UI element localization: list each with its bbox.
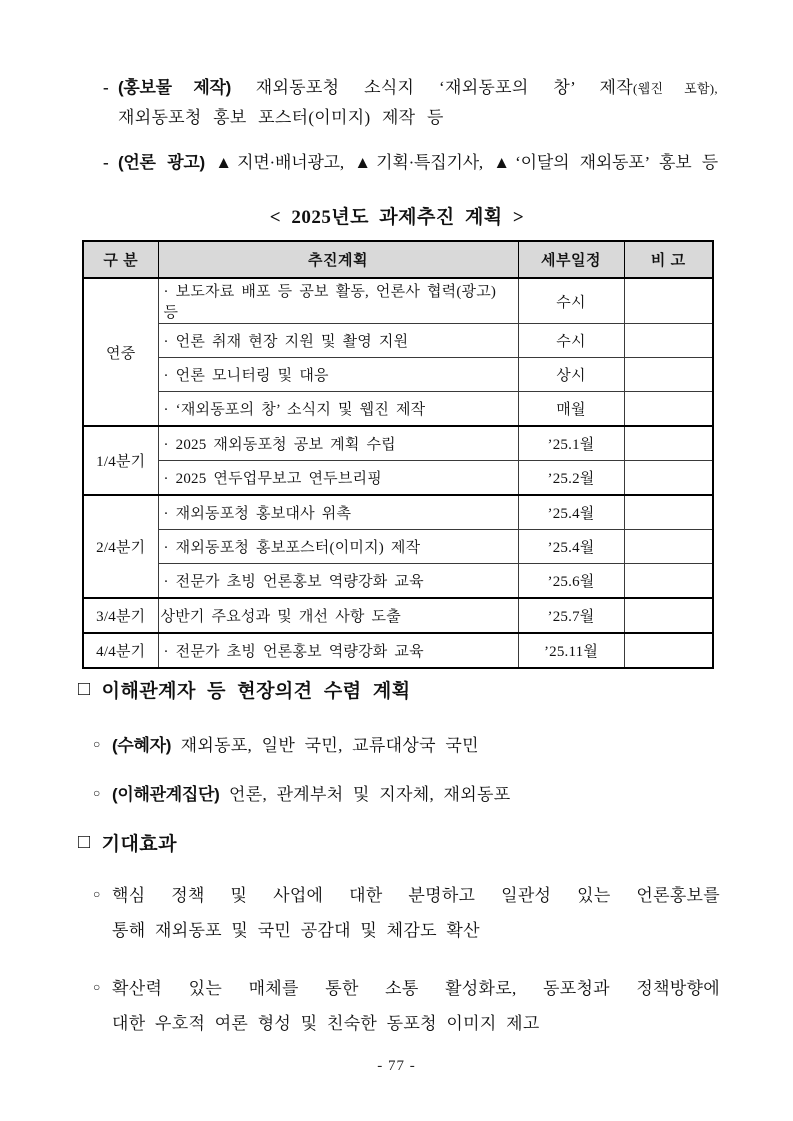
note-cell (624, 278, 713, 324)
note-cell (624, 392, 713, 427)
intro-bullet-ads-text: ▲지면·배너광고, ▲기획·특집기사, ▲‘이달의 재외동포’ 홍보 등 (215, 153, 718, 172)
plan-cell: · 전문가 초빙 언론홍보 역량강화 교육 (158, 633, 518, 668)
schedule-cell: ’25.4월 (518, 495, 624, 530)
schedule-cell: 수시 (518, 324, 624, 358)
note-cell (624, 598, 713, 633)
effect-line: 대한 우호적 여론 형성 및 친숙한 동포청 이미지 제고 (112, 1014, 540, 1033)
note-cell (624, 564, 713, 599)
effect-line: 확산력 있는 매체를 통한 소통 활성화로, 동포청과 정책방향에 (112, 979, 720, 998)
intro-bullet-promo-label: (홍보물 제작) (118, 78, 231, 97)
section-heading-text: 이해관계자 등 현장의견 수렴 계획 (101, 681, 411, 702)
bullet-effect-consistent-pr (112, 878, 720, 948)
col-header-category: 구 분 (83, 241, 158, 278)
schedule-cell: 매월 (518, 392, 624, 427)
effect-line: 핵심 정책 및 사업에 대한 분명하고 일관성 있는 언론홍보를 (112, 886, 720, 905)
schedule-cell: 상시 (518, 358, 624, 392)
schedule-cell: ’25.4월 (518, 530, 624, 564)
schedule-cell: ’25.7월 (518, 598, 624, 633)
table-title: < 2025년도 과제추진 계획 > (269, 207, 525, 228)
plan-cell: · 2025 연두업무보고 연두브리핑 (158, 461, 518, 496)
square-marker-icon: □ (78, 831, 91, 853)
note-cell (624, 633, 713, 668)
page-number: - 77 - (377, 1058, 416, 1074)
schedule-cell: ’25.6월 (518, 564, 624, 599)
circle-marker-icon: ○ (93, 786, 101, 800)
note-cell (624, 426, 713, 461)
group-label-q3: 3/4분기 (83, 598, 158, 633)
schedule-cell: 수시 (518, 278, 624, 324)
bullet-stakeholder-group-text: 언론, 관계부처 및 지자체, 재외동포 (229, 785, 511, 804)
note-cell (624, 530, 713, 564)
plan-cell: · 2025 재외동포청 공보 계획 수립 (158, 426, 518, 461)
section-heading-expected-effects (78, 829, 177, 856)
plan-cell: · 보도자료 배포 등 공보 활동, 언론사 협력(광고) 등 (158, 278, 518, 324)
plan-cell: · 언론 취재 현장 지원 및 촬영 지원 (158, 324, 518, 358)
table-row (83, 564, 713, 599)
circle-marker-icon: ○ (93, 980, 101, 994)
intro-bullet-promo-text: 재외동포청 소식지 ‘재외동포의 창’ 제작 (255, 78, 633, 97)
square-marker-icon: □ (78, 678, 91, 700)
table-row (83, 324, 713, 358)
section-heading-text: 기대효과 (101, 834, 178, 855)
table-row (83, 392, 713, 427)
circle-marker-icon: ○ (93, 737, 101, 751)
table-row (83, 495, 713, 530)
bullet-stakeholder-group (112, 780, 718, 805)
intro-bullet-promo-small: (웹진 포함), (632, 81, 718, 96)
plan-table (82, 240, 714, 669)
plan-cell: 상반기 주요성과 및 개선 사항 도출 (158, 598, 518, 633)
table-header-row (83, 241, 713, 278)
intro-bullet-ads-label: (언론 광고) (118, 153, 205, 172)
intro-bullet-ads-line (118, 150, 718, 176)
section-heading-stakeholders (78, 676, 411, 703)
plan-cell: · 재외동포청 홍보포스터(이미지) 제작 (158, 530, 518, 564)
group-label-q2: 2/4분기 (83, 495, 158, 598)
schedule-cell: ’25.2월 (518, 461, 624, 496)
note-cell (624, 358, 713, 392)
plan-cell: · 언론 모니터링 및 대응 (158, 358, 518, 392)
table-row (83, 278, 713, 324)
note-cell (624, 495, 713, 530)
intro-bullet-promo-line1 (118, 75, 718, 102)
effect-line: 통해 재외동포 및 국민 공감대 및 체감도 확산 (112, 921, 480, 940)
bullet-dash: - (103, 153, 109, 172)
table-row (83, 598, 713, 633)
note-cell (624, 324, 713, 358)
col-header-note: 비 고 (624, 241, 713, 278)
group-label-q1: 1/4분기 (83, 426, 158, 495)
note-cell (624, 461, 713, 496)
bullet-beneficiary-label: (수혜자) (112, 736, 172, 755)
schedule-cell: ’25.11월 (518, 633, 624, 668)
group-label-yearround: 연중 (83, 278, 158, 426)
intro-bullet-promo-line2: 재외동포청 홍보 포스터(이미지) 제작 등 (118, 108, 444, 127)
circle-marker-icon: ○ (93, 887, 101, 901)
bullet-effect-communication (112, 971, 720, 1041)
table-row (83, 461, 713, 496)
col-header-plan: 추진계획 (158, 241, 518, 278)
table-row (83, 358, 713, 392)
bullet-stakeholder-group-label: (이해관계집단) (112, 785, 220, 804)
table-row (83, 426, 713, 461)
group-label-q4: 4/4분기 (83, 633, 158, 668)
table-row (83, 530, 713, 564)
plan-cell: · 전문가 초빙 언론홍보 역량강화 교육 (158, 564, 518, 599)
bullet-beneficiary-text: 재외동포, 일반 국민, 교류대상국 국민 (180, 736, 479, 755)
table-row (83, 633, 713, 668)
bullet-dash: - (103, 78, 109, 97)
bullet-beneficiary (112, 731, 718, 756)
plan-cell: · 재외동포청 홍보대사 위촉 (158, 495, 518, 530)
plan-cell: · ‘재외동포의 창’ 소식지 및 웹진 제작 (158, 392, 518, 427)
col-header-schedule: 세부일정 (518, 241, 624, 278)
schedule-cell: ’25.1월 (518, 426, 624, 461)
